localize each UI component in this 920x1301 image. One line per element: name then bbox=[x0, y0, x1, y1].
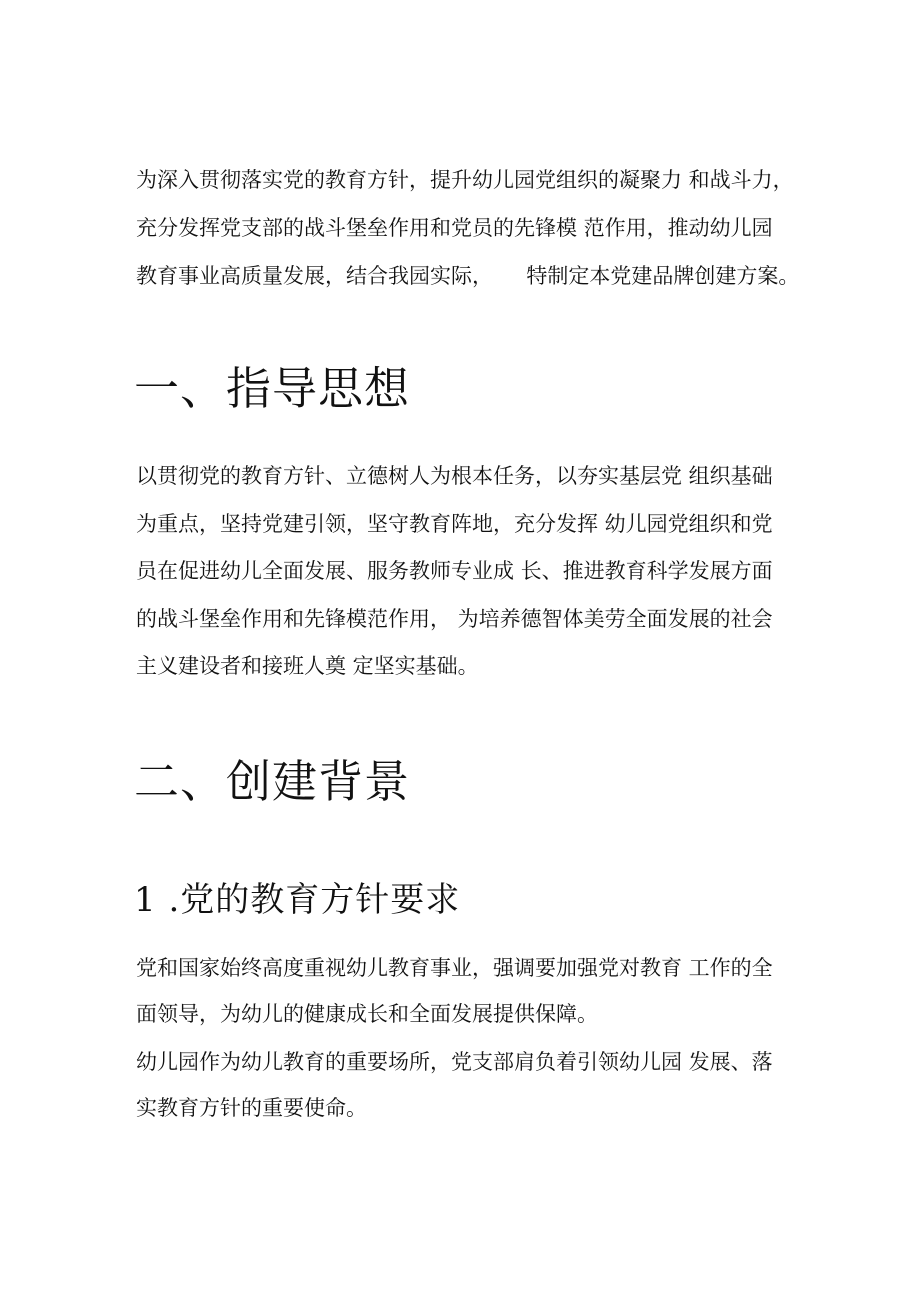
text-line: 幼儿园作为幼儿教育的重要场所，党支部肩负着引领幼儿园 发展、落 bbox=[136, 1050, 773, 1074]
guiding-ideology-paragraph bbox=[136, 453, 816, 691]
text-line: 的战斗堡垒作用和先锋模范作用， 为培养德智体美劳全面发展的社会 bbox=[136, 606, 773, 631]
text-line: 员在促进幼儿全面发展、服务教师专业成 长、推进教育科学发展方面 bbox=[136, 559, 773, 583]
text-line: 为重点，坚持党建引领，坚守教育阵地，充分发挥 幼儿园党组织和党 bbox=[136, 511, 773, 536]
text-line: 党和国家始终高度重视幼儿教育事业，强调要加强党对教育 工作的全 bbox=[136, 956, 773, 980]
text-line: 充分发挥党支部的战斗堡垒作用和党员的先锋模 范作用，推动幼儿园 bbox=[136, 216, 773, 240]
text-line: 面领导，为幼儿的健康成长和全面发展提供保障。 bbox=[136, 1002, 598, 1026]
text-line: 主义建设者和接班人奠 定坚实基础。 bbox=[136, 654, 479, 678]
education-policy-paragraph-2 bbox=[136, 1039, 816, 1131]
text-line: 教育事业高质量发展，结合我园实际， 特制定本党建品牌创建方案。 bbox=[136, 264, 800, 288]
text-line: 实教育方针的重要使命。 bbox=[136, 1096, 367, 1120]
education-policy-paragraph-1 bbox=[136, 945, 816, 1037]
subsection-heading-education-policy: 1 .党的教育方针要求 bbox=[134, 880, 461, 920]
text-line: 以贯彻党的教育方针、立德树人为根本任务，以夯实基层党 组织基础 bbox=[136, 464, 773, 488]
section-heading-background: 二、创建背景 bbox=[134, 755, 411, 808]
intro-paragraph bbox=[136, 156, 816, 300]
section-heading-guiding-ideology: 一、指导思想 bbox=[134, 362, 411, 415]
text-line: 为深入贯彻落实党的教育方针，提升幼儿园党组织的凝聚力 和战斗力， bbox=[136, 168, 794, 192]
